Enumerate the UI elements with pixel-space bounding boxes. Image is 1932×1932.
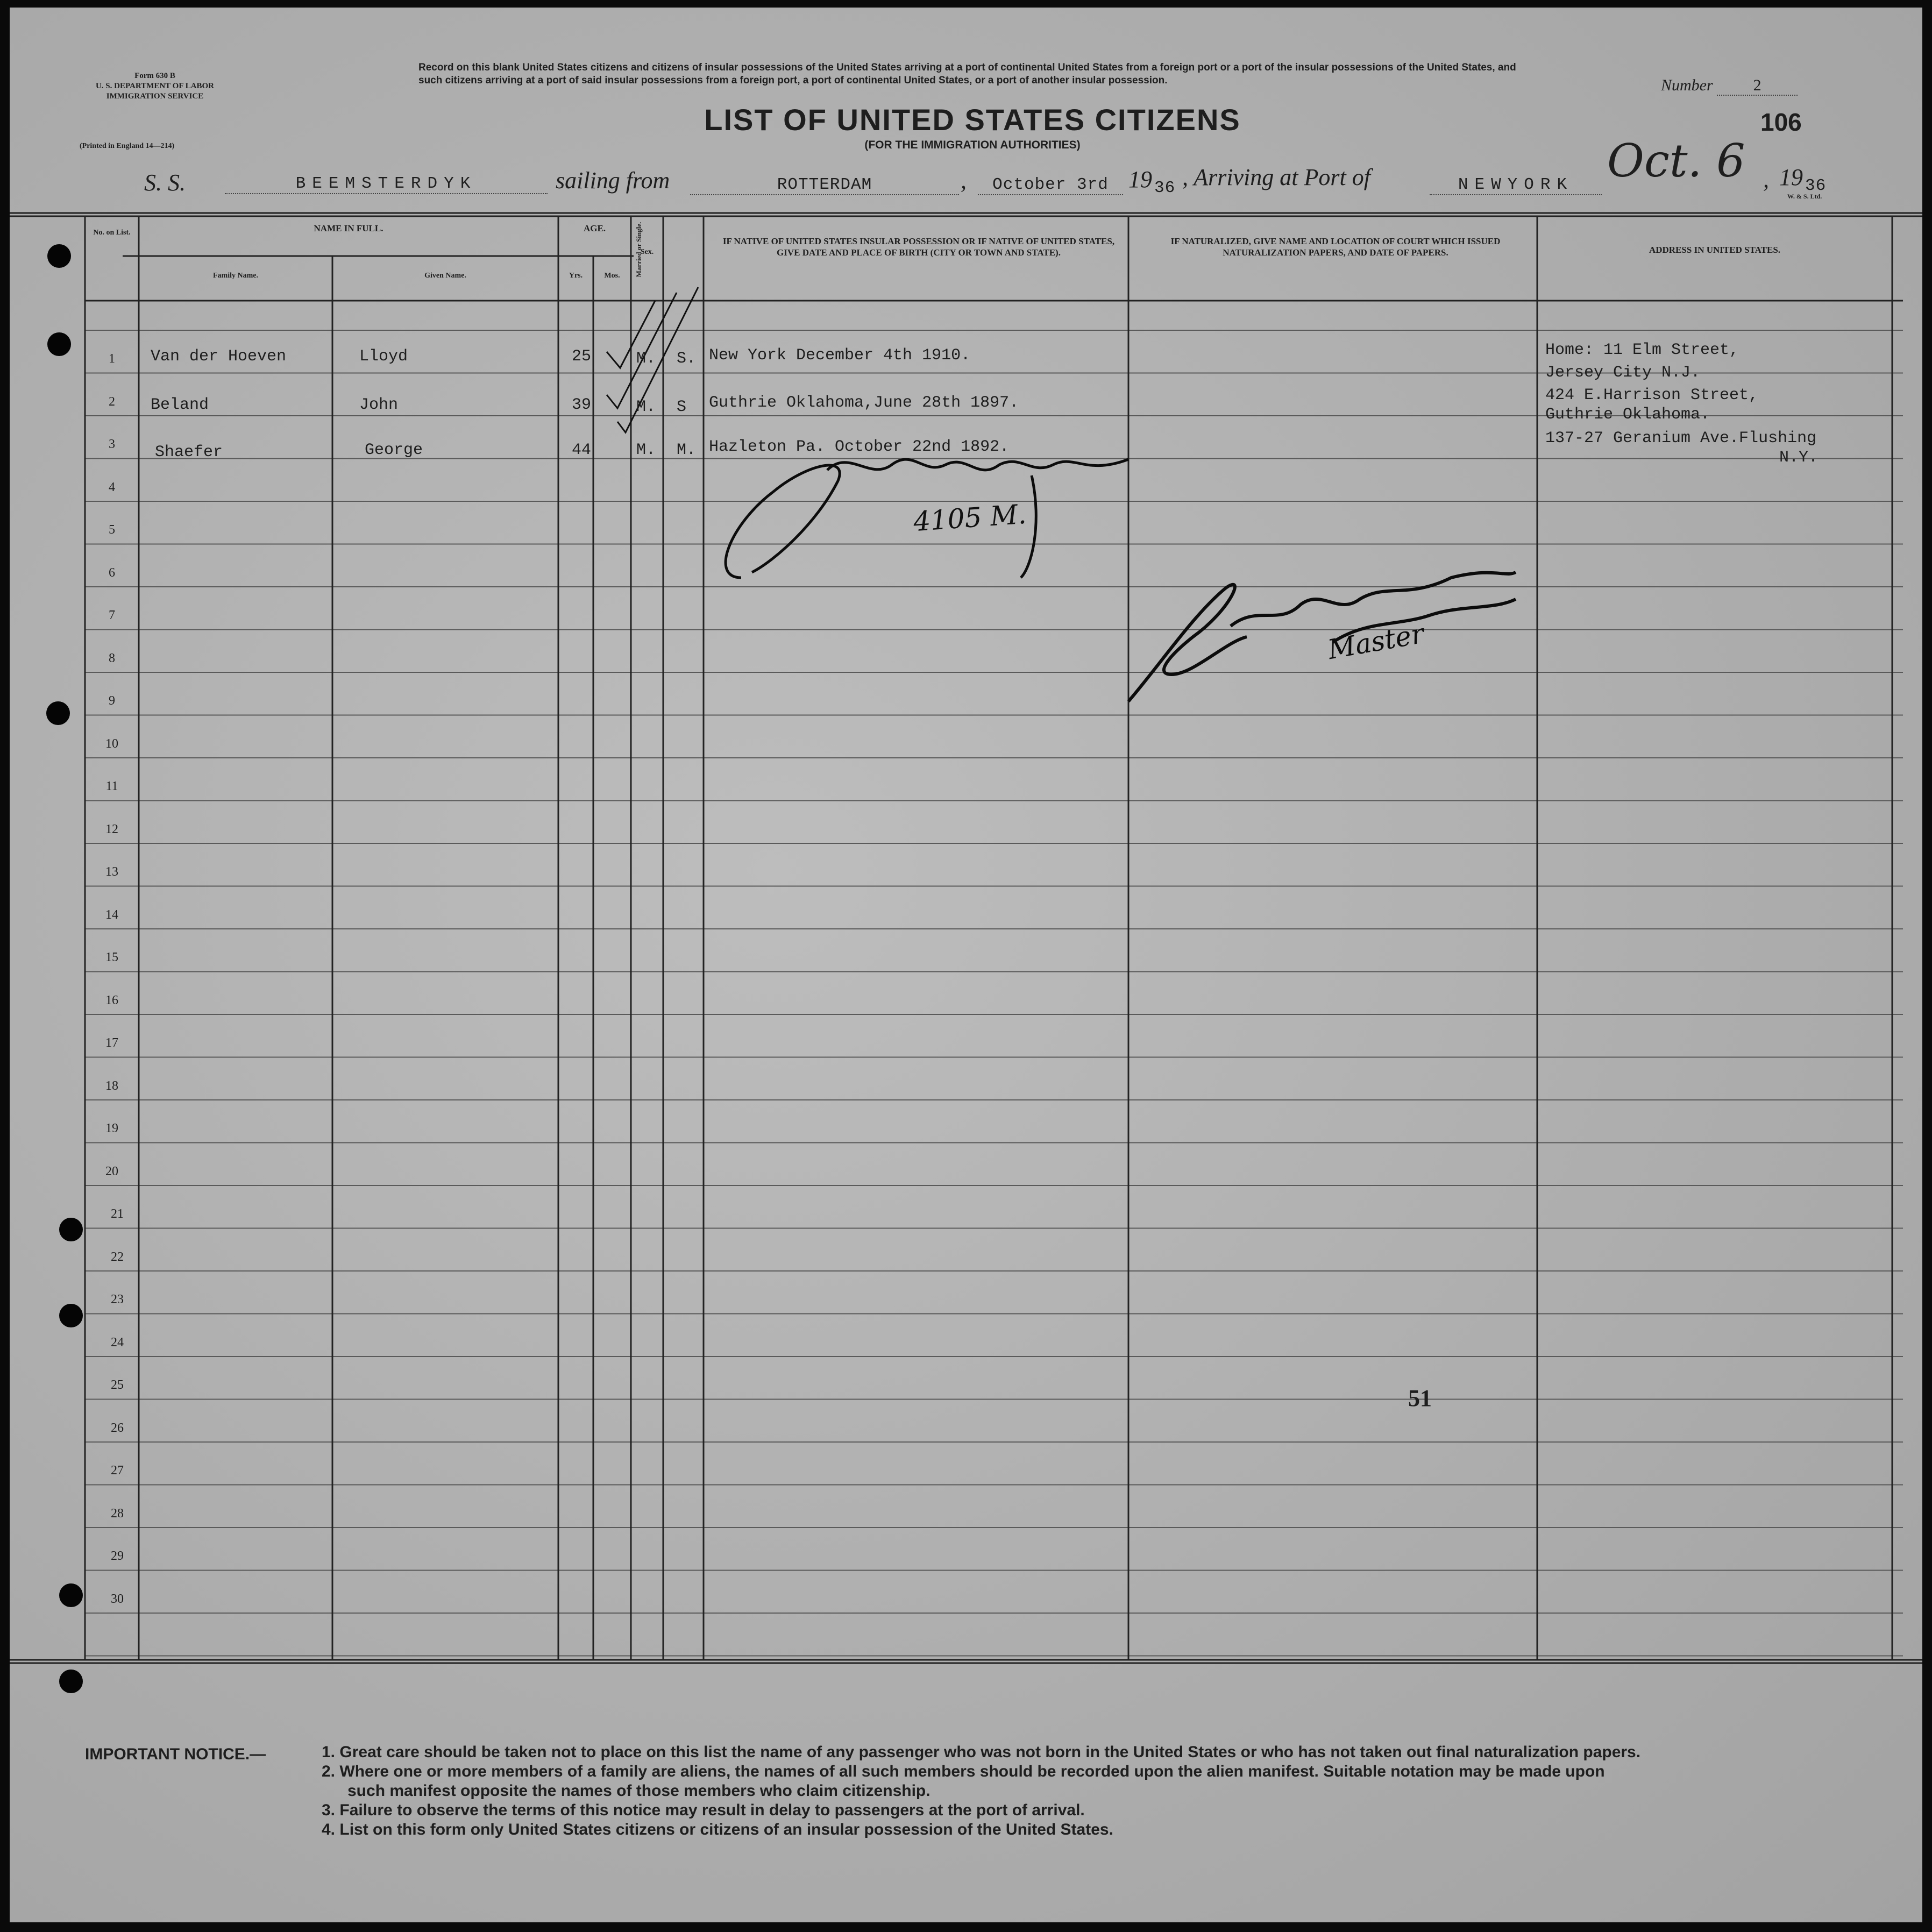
year-prefix: 19 (1128, 166, 1152, 193)
notice-item: 2. Where one or more members of a family are aliens, the names of all such members should be recorded upon the alien manifest. Suitable notation may be made upon (322, 1763, 1605, 1780)
punch-hole (59, 1218, 83, 1241)
year-prefix: 19 (1779, 164, 1803, 190)
sailing-from-label: sailing from (556, 167, 670, 194)
notice-heading: IMPORTANT NOTICE.— (85, 1745, 266, 1763)
col-header-given: Given Name. (424, 272, 466, 280)
departure-year: 36 (1154, 179, 1176, 197)
row-number: 12 (105, 822, 118, 836)
row-number: 26 (111, 1420, 124, 1435)
row-number: 28 (111, 1506, 124, 1521)
departure-port: ROTTERDAM (690, 175, 959, 195)
page-title: LIST OF UNITED STATES CITIZENS (704, 103, 1241, 137)
row-number: 21 (111, 1207, 124, 1221)
master-title: Master (1325, 617, 1426, 666)
notice-item: 1. Great care should be taken not to place on this list the name of any passenger who was not born in the United States or who has not taken out final naturalization papers. (322, 1743, 1641, 1761)
number-label: Number (1661, 76, 1713, 94)
row-number: 29 (111, 1549, 124, 1563)
inspector-code: 4105 M. (912, 498, 1028, 538)
marital-status: S. (677, 350, 697, 368)
notice-list (322, 1743, 1914, 1839)
notice-item: 4. List on this form only United States citizens or citizens of an insular possession of the United States. (322, 1821, 1113, 1838)
form-identifier (74, 71, 236, 102)
col-header-number: No. on List. (93, 229, 131, 237)
row-number: 11 (105, 779, 118, 793)
row-number: 30 (111, 1592, 124, 1606)
page-count-stamp: 51 (1408, 1385, 1432, 1411)
row-number: 10 (105, 736, 118, 751)
address-line: 137-27 Geranium Ave.Flushing (1545, 429, 1817, 448)
birth-place-date: Hazleton Pa. October 22nd 1892. (709, 438, 1010, 456)
arrival-date-handwritten: Oct. 6 (1607, 134, 1745, 187)
col-header-married: Married or Single. (635, 222, 643, 278)
page-stamp: 106 (1760, 108, 1802, 136)
marital-status: M. (677, 441, 697, 459)
row-number: 4 (109, 480, 115, 494)
address-line: 424 E.Harrison Street, (1545, 386, 1759, 404)
record-instructions: Record on this blank United States citizens and citizens of insular possessions of the United States arriving at a port of continental United States from a foreign port or a port of the insular possessions of the United States, and such citizens arriving at a port of said insular possessions from a foreign port, a port of continental United States, or a port of another insular possession. (418, 62, 1516, 86)
given-name: Lloyd (359, 347, 408, 366)
age-years: 39 (572, 396, 592, 414)
family-name: Shaefer (155, 443, 223, 461)
punch-hole (59, 1583, 83, 1607)
ship-name: BEEMSTERDYK (225, 174, 548, 194)
row-number: 14 (105, 907, 118, 922)
master-signature-strokes (1128, 572, 1516, 701)
arrival-year: 36 (1805, 176, 1827, 195)
address-line: Jersey City N.J. (1545, 364, 1701, 382)
notice-item: such manifest opposite the names of those members who claim citizenship. (347, 1782, 931, 1800)
row-number: 2 (109, 394, 115, 409)
age-years: 25 (572, 347, 592, 366)
col-header-naturalized: IF NATURALIZED, GIVE NAME AND LOCATION OF COURT WHICH ISSUED NATURALIZATION PAPERS, AND DATE OF PAPERS. (1170, 236, 1501, 258)
family-name: Beland (151, 396, 209, 414)
row-number: 1 (109, 352, 115, 366)
department-name: U. S. DEPARTMENT OF LABOR (95, 82, 215, 90)
form-grid (10, 8, 1922, 1922)
row-number: 25 (111, 1378, 124, 1392)
col-header-family: Family Name. (213, 272, 258, 280)
row-number: 8 (109, 651, 115, 665)
address-line: Guthrie Oklahoma. (1545, 406, 1710, 424)
sex: M. (636, 441, 656, 459)
sex: M. (636, 350, 656, 368)
row-number: 22 (111, 1249, 124, 1264)
col-header-name: NAME IN FULL. (314, 223, 383, 233)
row-number: 23 (111, 1292, 124, 1306)
row-number: 6 (109, 565, 115, 580)
row-number: 20 (105, 1164, 118, 1178)
row-number: 5 (109, 523, 115, 537)
punch-hole (59, 1304, 83, 1327)
marital-status: S (677, 398, 687, 416)
row-number: 3 (109, 437, 115, 451)
number-value: 2 (1717, 76, 1798, 96)
number-field (1661, 76, 1798, 96)
manifest-sheet: Form 630 B U. S. DEPARTMENT OF LABOR IMMIGRATION SERVICE (Printed in England 14—214) Record on this blank United States citizens and citizens of insular possessions of the United States arriving at a port of continental United States from a foreign port or a port of the insular possessions of the United States, and such citizens arriving at a port of said insular possessions from a foreign port, a port of continental United States, or a port of another insular possession. Number 2 106 LIST OF UNITED STATES CITIZENS (FOR THE IMMIGRATION AUTHORITIES) S. S. BEEMSTERDYK sailing from ROTTERDAM , October 3rd 19 36 , Arriving at Port of NEWYORK Oct. 6 , 19 36 W. & S. Ltd. No. on List. NAME IN FULL. Family Name. Given Name. AGE. Yrs. Mos. Sex. Married or Single. IF NATIVE OF UNITED STATES INSULAR POSSESSION OR IF NATIVE OF UNITED STATES, GIVE DATE AND PLACE OF BIRTH (CITY OR TOWN AND STATE). IF NATURALIZED, GIVE NAME AND LOCATION OF COURT WHICH ISSUED NATURALIZATION PAPERS, AND DATE OF PAPERS. ADDRESS IN UNITED STATES. 1 2 3 4 5 6 7 8 9 10 11 12 13 14 15 16 17 18 19 20 21 22 23 24 25 26 27 28 29 30 Van der Hoeven Lloyd 25 M. S. New York December 4th 1910. Home: 11 Elm Street, Jersey City N.J. Beland John 39 M. S Guthrie Oklahoma,June 28th 1897. 424 E.Harrison Street, Guthrie Oklahoma. Shaefer George 44 M. M. Hazleton Pa. October 22nd 1892. 137-27 Geranium Ave.Flushing N.Y. 4105 M. Master 51 IMPORTANT NOTICE.— 1. Great care should be taken not to place on this list the name of any passenger who was not born in the United States or who has not taken out final naturalization papers. 2. Where one or more members of a family are aliens, the names of all such members should be recorded upon the alien manifest. Suitable notation may be made upon such manifest opposite the names of those members who claim citizenship. 3. Failure to observe the terms of this notice may result in delay to passengers at the port of arrival. 4. List on this form only United States citizens or citizens of an insular possession of the United States. (10, 8, 1922, 1922)
row-number: 17 (105, 1036, 118, 1050)
col-header-birth: IF NATIVE OF UNITED STATES INSULAR POSSESSION OR IF NATIVE OF UNITED STATES, GIVE DATE AND PLACE OF BIRTH (CITY OR TOWN AND STATE). (722, 236, 1115, 258)
row-number: 7 (109, 608, 115, 622)
punch-hole (46, 701, 70, 725)
service-name: IMMIGRATION SERVICE (106, 92, 204, 101)
notice-item: 3. Failure to observe the terms of this notice may result in delay to passengers at the port of arrival. (322, 1801, 1085, 1819)
birth-place-date: New York December 4th 1910. (709, 346, 971, 365)
row-number: 19 (105, 1121, 118, 1135)
departure-date: October 3rd (978, 175, 1123, 195)
address-line: N.Y. (1779, 449, 1819, 467)
sex: M. (636, 398, 656, 416)
arrival-port: NEWYORK (1430, 175, 1602, 195)
given-name: John (359, 396, 399, 414)
printer-mark: W. & S. Ltd. (1787, 193, 1822, 200)
address-line: Home: 11 Elm Street, (1545, 341, 1739, 359)
punch-hole (47, 244, 71, 268)
col-header-sex: Sex. (640, 248, 654, 256)
row-number: 18 (105, 1078, 118, 1093)
punch-hole (47, 332, 71, 356)
birth-place-date: Guthrie Oklahoma,June 28th 1897. (709, 394, 1019, 412)
printed-note: (Printed in England 14—214) (80, 142, 175, 150)
col-header-months: Mos. (604, 272, 620, 280)
col-header-address: ADDRESS IN UNITED STATES. (1649, 245, 1781, 255)
row-number: 15 (105, 950, 118, 964)
arriving-label: , Arriving at Port of (1182, 164, 1370, 190)
row-number: 9 (109, 694, 115, 708)
form-number: Form 630 B (134, 72, 175, 80)
age-years: 44 (572, 441, 592, 459)
row-number: 16 (105, 993, 118, 1007)
col-header-age: AGE. (583, 223, 606, 233)
family-name: Van der Hoeven (151, 347, 287, 366)
given-name: George (365, 441, 423, 459)
row-number: 24 (111, 1335, 124, 1349)
ss-label: S. S. (144, 169, 186, 196)
col-header-years: Yrs. (569, 272, 583, 280)
page-subtitle: (FOR THE IMMIGRATION AUTHORITIES) (864, 139, 1081, 151)
row-number: 27 (111, 1464, 124, 1478)
row-number: 13 (105, 865, 118, 879)
punch-hole (59, 1670, 83, 1693)
